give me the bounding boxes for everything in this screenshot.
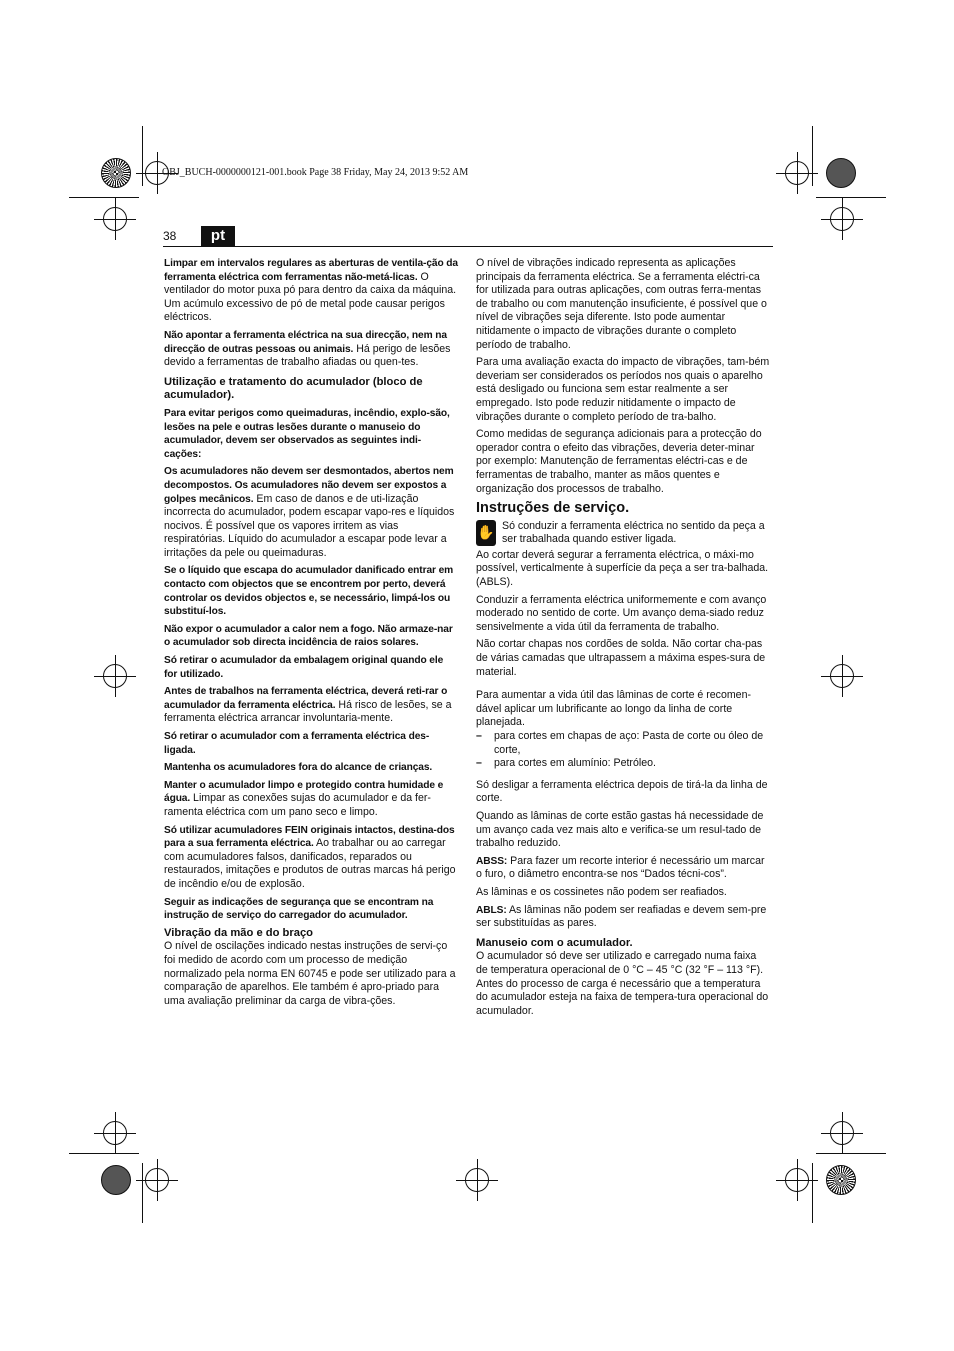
print-header: OBJ_BUCH-0000000121-001.book Page 38 Friday, May 24, 2013 9:52 AM — [162, 167, 469, 178]
paragraph: Não cortar chapas nos cordões de solda. Não cortar cha-pas de várias camadas que ultrapassem a máxima espes-sura de material. — [476, 638, 766, 678]
crop-mark — [816, 1153, 886, 1154]
section-heading: Instruções de serviço. — [476, 500, 630, 517]
paragraph: Os acumuladores não devem ser desmontados, abertos nem decompostos. Os acumuladores não devem ser expostos a golpes mecânicos. Em caso de danos e de uti-lização incorrecta do acumulador, podem escapar vapo-res e líquidos nocivos. É possível que os vapores irritem as vias respiratórias. Líquido do acumulador a escapar pode levar a irritações da pele ou queimaduras. — [164, 466, 455, 559]
registration-mark-icon — [103, 664, 127, 688]
section-heading: Utilização e tratamento do acumulador (bloco de acumulador). — [164, 375, 423, 402]
left-column — [164, 257, 458, 1012]
paragraph: Como medidas de segurança adicionais para a protecção do operador contra o efeito das vibrações, deveria deter-minar por exemplo: Manutenção de ferramentas eléctri-cas e de ferramentas de trabalho, manter as mãos quentes e organização dos processos de trabalho. — [476, 428, 762, 495]
registration-mark-icon — [785, 1168, 809, 1192]
paragraph: Conduzir a ferramenta eléctrica uniformemente e com avanço moderado no sentido de corte. Um avanço dema-siado reduz sensivelmente a vida útil da ferramenta de trabalho. — [476, 593, 767, 633]
list-item: – para cortes em alumínio: Petróleo. — [476, 757, 656, 770]
page-number: 38 — [163, 229, 177, 243]
paragraph: As lâminas e os cossinetes não podem ser reafiados. — [476, 885, 727, 898]
paragraph: Mantenha os acumuladores fora do alcance de crianças. — [164, 762, 433, 774]
paragraph: O acumulador só deve ser utilizado e carregado numa faixa de temperatura operacional de 0 °C – 45 °C (32 °F – 113 °F). Antes do processo de carga é necessário que a temperatura do acumulador esteja na faixa de tempera-tura operacional do acumulador. — [476, 950, 769, 1017]
crop-mark — [69, 1153, 139, 1154]
registration-mark-icon — [103, 1121, 127, 1145]
color-bar-disc — [101, 158, 131, 188]
paragraph: Só utilizar acumuladores FEIN originais intactos, destina-dos para a sua ferramenta eléctrica. Ao trabalhar ou ao carregar com acumuladores falsos, danificados, reparados ou restaurados, imitações e produtos de outras marcas há perigo de incêndio e/ou de explosão. — [164, 824, 456, 890]
crop-mark — [142, 1163, 143, 1223]
registration-mark-icon — [830, 207, 854, 231]
paragraph: Seguir as indicações de segurança que se encontram na instrução de serviço do carregador do acumulador. — [164, 896, 434, 922]
crop-mark — [812, 1163, 813, 1223]
paragraph: Só retirar o acumulador com a ferramenta eléctrica des-ligada. — [164, 731, 430, 756]
section-heading: Manuseio com o acumulador. — [476, 936, 633, 949]
paragraph: ABLS: As lâminas não podem ser reafiadas e devem sem-pre ser substituídas as pares. — [476, 903, 767, 930]
paragraph: Só retirar o acumulador da embalagem original quando ele for utilizado. — [164, 655, 444, 680]
registration-mark-icon — [785, 161, 809, 185]
registration-mark-icon — [830, 1121, 854, 1145]
paragraph: Só conduzir a ferramenta eléctrica no sentido da peça a ser trabalhada quando estiver ligada. — [502, 519, 765, 546]
registration-mark-icon — [103, 207, 127, 231]
list-item: – para cortes em chapas de aço: Pasta de corte ou óleo de corte, — [476, 730, 764, 756]
paragraph: Para uma avaliação exacta do impacto de vibrações, tam-bém deveriam ser considerados os períodos nos quais o aparelho está desligado ou funciona sem estar realmente a ser empregado. Isto pode reduzir nitidamente o impacto de vibrações durante o completo período de tra-balho. — [476, 356, 770, 423]
section-heading: Vibração da mão e do braço — [164, 926, 314, 939]
crop-mark — [812, 126, 813, 186]
paragraph: Para aumentar a vida útil das lâminas de corte é recomen-dável aplicar um lubrificante ao longo da linha de corte planejada. — [476, 689, 751, 729]
color-bar-disc — [826, 1165, 856, 1195]
paragraph: Não expor o acumulador a calor nem a fogo. Não armaze-nar o acumulador sob directa incidência de raios solares. — [164, 623, 453, 649]
paragraph: O nível de vibrações indicado representa as aplicações principais da ferramenta eléctrica. Se a ferramenta eléctri-ca for utilizada para outras aplicações, com outras ferra-mentas de trabalho ou com manutenção insuficiente, é possível que o nível de vibrações seja diferente. Isto pode aumentar nitidamente o impacto de vibrações durante o completo período de trabalho. — [476, 257, 767, 351]
registration-mark-icon — [830, 664, 854, 688]
paragraph: O nível de oscilações indicado nestas instruções de servi-ço foi medido de acordo com um processo de medição normalizado pela norma EN 60745 e pode ser utilizado para a comparação de aparelhos. Ele também é apro-priado para uma avaliação preliminar da carga de vibra-ções. — [164, 940, 456, 1007]
color-bar-disc — [101, 1165, 131, 1195]
language-badge: pt — [201, 226, 235, 246]
instruction-with-icon — [476, 520, 770, 547]
paragraph: Quando as lâminas de corte estão gastas há necessidade de um avanço cada vez mais alto e verifica-se um resul-tado de trabalho reduzido. — [476, 809, 764, 850]
crop-mark — [816, 197, 886, 198]
registration-mark-icon — [465, 1168, 489, 1192]
tool-hand-icon: ✋ — [476, 520, 496, 546]
paragraph: ABSS: Para fazer um recorte interior é necessário um marcar o furo, o diâmetro encontra-se nos “Dados técni-cos”. — [476, 854, 765, 881]
crop-mark — [142, 126, 143, 186]
paragraph: Se o líquido que escapa do acumulador danificado entrar em contacto com objectos que se encontrem por perto, deverá controlar os devidos objectos e, se necessário, limpá-los ou substituí-los. — [164, 565, 454, 618]
paragraph: Para evitar perigos como queimaduras, incêndio, explo-são, lesões na pele e outras lesões durante o manuseio do acumulador, devem ser observados as seguintes indi-cações: — [164, 407, 450, 460]
paragraph: Ao cortar deverá segurar a ferramenta eléctrica, o máxi-mo possível, verticalmente à superfície da peça a ser tra-balhada. (ABLS). — [476, 548, 769, 589]
crop-mark — [69, 197, 139, 198]
right-column — [476, 257, 770, 1022]
paragraph: Só desligar a ferramenta eléctrica depois de tirá-la da linha de corte. — [476, 778, 768, 805]
paragraph: Não apontar a ferramenta eléctrica na sua direcção, nem na direcção de outras pessoas ou animais. Há perigo de lesões devido a ferramentas de trabalho afiadas ou quen-tes. — [164, 329, 451, 369]
registration-mark-icon — [145, 1168, 169, 1192]
paragraph: Antes de trabalhos na ferramenta eléctrica, deverá reti-rar o acumulador da ferramenta eléctrica. Há risco de lesões, se a ferramenta eléctrica arrancar involuntaria-mente. — [164, 686, 452, 725]
paragraph: Manter o acumulador limpo e protegido contra humidade e água. Limpar as conexões sujas do acumulador e da fer-ramenta eléctrica com um pano seco e limpo. — [164, 779, 444, 818]
color-bar-disc — [826, 158, 856, 188]
header-rule — [163, 246, 773, 247]
paragraph: Limpar em intervalos regulares as aberturas de ventila-ção da ferramenta eléctrica com ferramentas não-metá-licas. O ventilador do motor puxa pó para dentro da caixa da máquina. Um acúmulo excessivo de pó de metal pode causar perigos eléctricos. — [164, 258, 458, 324]
